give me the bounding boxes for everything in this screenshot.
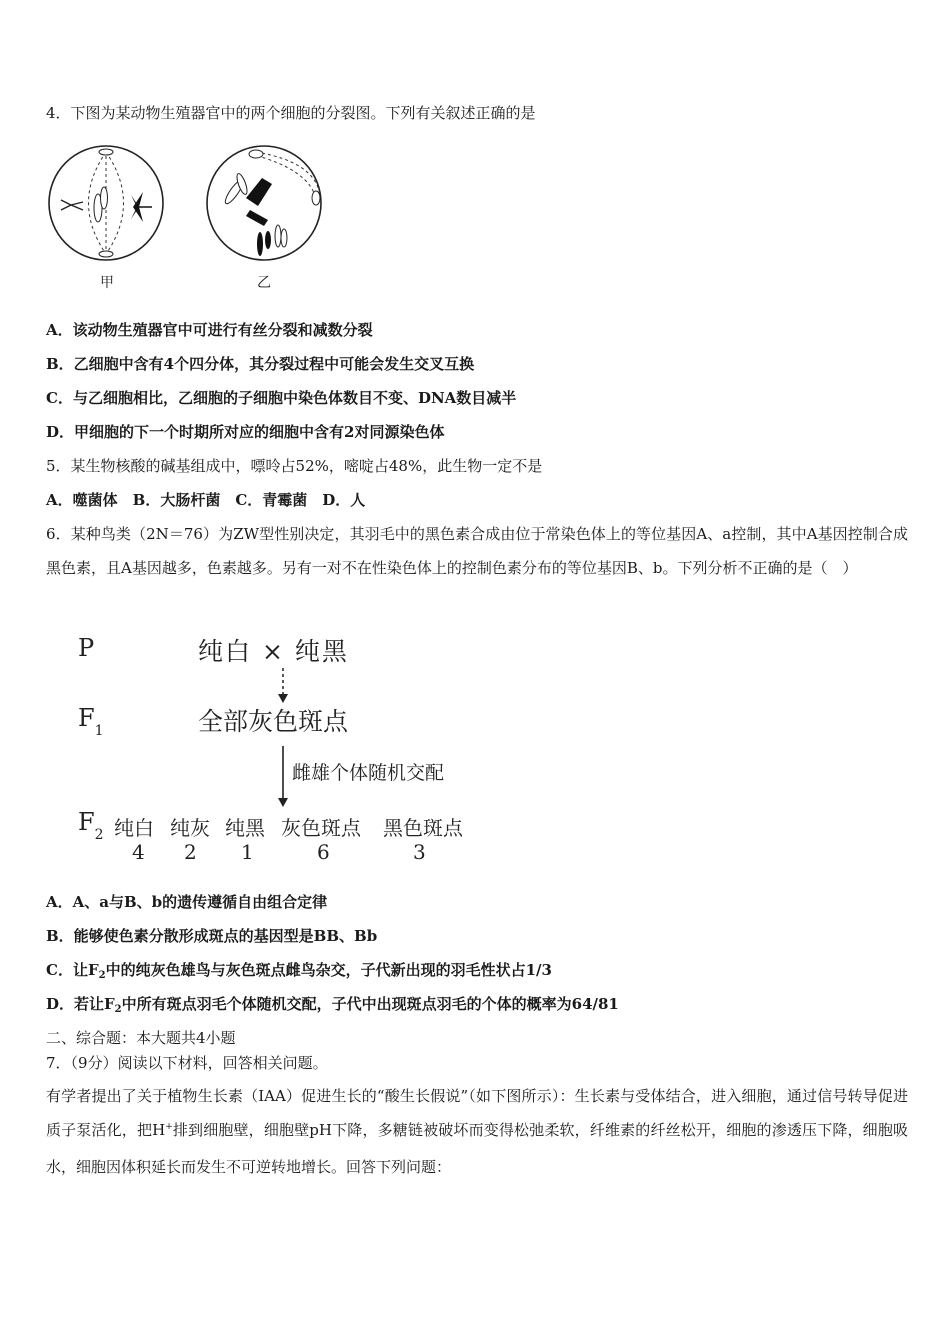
q6-option-a: A．A、a与B、b的遗传遵循自由组合定律 bbox=[46, 893, 328, 911]
cell-figure bbox=[46, 140, 336, 292]
dashed-arrow bbox=[276, 668, 290, 704]
q4-option-b: B．乙细胞中含有4个四分体，其分裂过程中可能会发生交叉互换 bbox=[46, 355, 475, 373]
f2-ratio: 2 bbox=[184, 840, 197, 864]
cell-jia bbox=[49, 146, 163, 260]
q4-option-a: A．该动物生殖器官中可进行有丝分裂和减数分裂 bbox=[46, 321, 373, 339]
q6-option-b: B．能够使色素分散形成斑点的基因型是BB、Bb bbox=[46, 927, 378, 945]
cell-label-jia: 甲 bbox=[100, 275, 114, 291]
q7-stem: 7．（9分）阅读以下材料，回答相关问题。 bbox=[46, 1054, 328, 1072]
q5-options: A．噬菌体 B．大肠杆菌 C．青霉菌 D．人 bbox=[46, 491, 366, 509]
cell-division-diagram bbox=[46, 140, 336, 292]
q7-paragraph: 有学者提出了关于植物生长素（IAA）促进生长的“酸生长假说”（如下图所示）：生长素与受体结合，进入细胞，通过信号转导促进质子泵活化，把H+排到细胞壁，细胞壁pH下降，多糖链被破坏而变得松弛柔软，纤维素的纤丝松开，细胞的渗透压下降，细胞吸水，细胞因体积延长而发生不可逆转地增长。回答下列问题： bbox=[46, 1087, 908, 1176]
f2-phenotype: 黑色斑点 bbox=[383, 816, 463, 840]
solid-arrow bbox=[276, 746, 290, 808]
q5-stem: 5．某生物核酸的碱基组成中，嘌呤占52%，嘧啶占48%，此生物一定不是 bbox=[46, 457, 543, 475]
f2-ratio: 3 bbox=[413, 840, 426, 864]
f2-phenotype: 纯白 bbox=[114, 816, 154, 840]
q4-option-c: C．与乙细胞相比，乙细胞的子细胞中染色体数目不变、DNA数目减半 bbox=[46, 389, 517, 407]
cell-yi bbox=[207, 146, 321, 260]
q6-option-d: D．若让$F_2$中所有斑点羽毛个体随机交配，子代中出现斑点羽毛的个体的概率为64/81 bbox=[46, 995, 619, 1015]
f2-phenotype: 纯灰 bbox=[170, 816, 210, 840]
f2-ratio: 6 bbox=[317, 840, 330, 864]
f2-ratio: 4 bbox=[132, 840, 145, 864]
q4-stem: 4．下图为某动物生殖器官中的两个细胞的分裂图。下列有关叙述正确的是 bbox=[46, 104, 536, 122]
q6-option-c: C．让$F_2$中的纯灰色雄鸟与灰色斑点雌鸟杂交，子代新出现的羽毛性状占1/3 bbox=[46, 961, 552, 981]
q4-option-d: D．甲细胞的下一个时期所对应的细胞中含有2对同源染色体 bbox=[46, 423, 445, 441]
f2-label: $F_2$ bbox=[78, 808, 104, 843]
p-cross: 纯白 × 纯黑 bbox=[198, 637, 349, 666]
genetics-cross-diagram bbox=[70, 628, 490, 868]
f1-label: $F_1$ bbox=[78, 704, 104, 739]
cell-label-yi: 乙 bbox=[257, 275, 271, 291]
f2-phenotype: 灰色斑点 bbox=[281, 816, 361, 840]
f2-phenotype: 纯黑 bbox=[225, 816, 265, 840]
f2-ratio: 1 bbox=[241, 840, 254, 864]
section-heading: 二、综合题：本大题共4小题 bbox=[46, 1029, 236, 1047]
arrow-label: 雌雄个体随机交配 bbox=[292, 762, 445, 784]
p-label: P bbox=[78, 634, 95, 662]
f1-text: 全部灰色斑点 bbox=[198, 707, 349, 736]
q6-stem: 6．某种鸟类（2N＝76）为ZW型性别决定，其羽毛中的黑色素合成由位于常染色体上的等位基因A、a控制，其中A基因控制合成黑色素，且A基因越多，色素越多。另有一对不在性染色体上的控制色素分布的等位基因B、b。下列分析不正确的是（ ） bbox=[46, 525, 908, 577]
